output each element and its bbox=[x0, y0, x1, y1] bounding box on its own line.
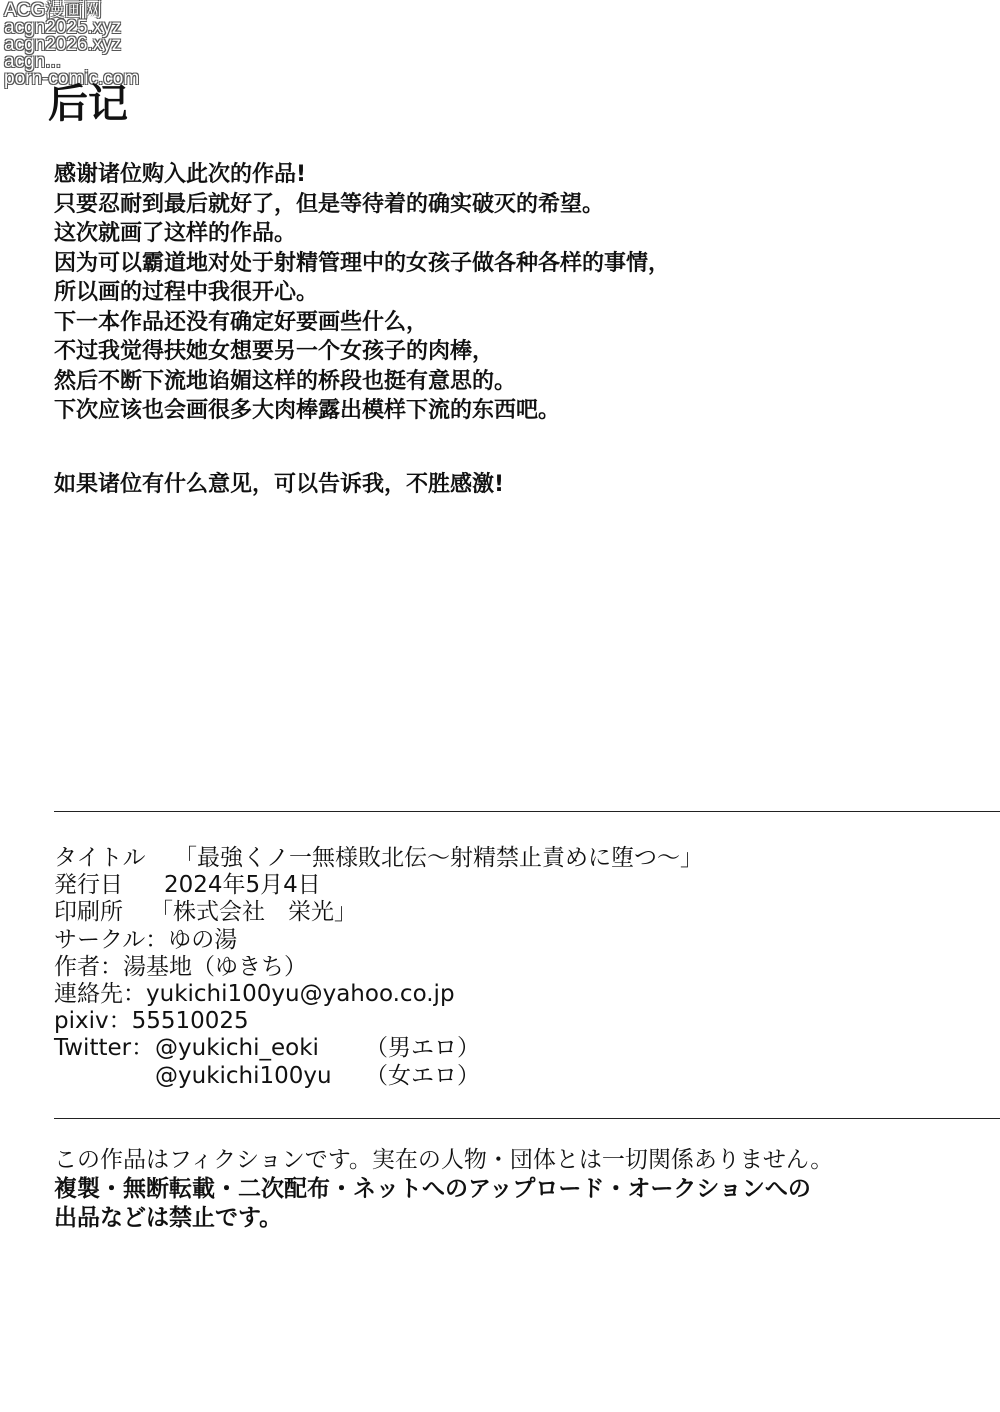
divider-top bbox=[54, 811, 1000, 812]
colophon-date-row bbox=[54, 872, 703, 899]
colophon-title-value: 「最強くノ一無様敗北伝～射精禁止責めに堕つ～」 bbox=[174, 845, 703, 871]
afterword-title: 后记 bbox=[48, 81, 128, 127]
colophon-twitter-label: Twitter： bbox=[54, 1035, 155, 1062]
colophon-printer-label: 印刷所 bbox=[54, 899, 123, 926]
site-watermark bbox=[4, 2, 139, 87]
afterword-line: 这次就画了这样的作品。 bbox=[54, 221, 297, 246]
notice-line: 複製・無断転載・二次配布・ネットへのアップロード・オークションへの bbox=[54, 1176, 811, 1202]
colophon-twitter-row-2 bbox=[54, 1063, 703, 1090]
afterword-body bbox=[54, 160, 670, 426]
afterword-line: 所以画的过程中我很开心。 bbox=[54, 280, 319, 305]
divider-bottom bbox=[54, 1118, 1000, 1119]
colophon-printer-row bbox=[54, 899, 703, 926]
watermark-line: porn-comic.com bbox=[4, 68, 140, 89]
watermark-line: acgn2026.xyz bbox=[4, 34, 122, 55]
colophon-date-value: 2024年5月4日 bbox=[164, 872, 321, 899]
colophon-date-label: 発行日 bbox=[54, 872, 123, 899]
afterword-line: 下次应该也会画很多大肉棒露出模样下流的东西吧。 bbox=[54, 398, 561, 423]
afterword-line: 下一本作品还没有确定好要画些什么， bbox=[54, 309, 429, 335]
afterword-closing: 如果诸位有什么意见，可以告诉我，不胜感激! bbox=[54, 472, 505, 497]
watermark-line: acgn... bbox=[4, 51, 62, 72]
colophon-twitter-row-1 bbox=[54, 1035, 703, 1062]
watermark-line: acgn2025.xyz bbox=[4, 17, 122, 38]
afterword-line: 感谢诸位购入此次的作品! bbox=[54, 162, 307, 187]
colophon bbox=[54, 845, 703, 1090]
colophon-printer-value: 「株式会社 栄光」 bbox=[150, 899, 357, 926]
afterword-line: 然后不断下流地谄媚这样的桥段也挺有意思的。 bbox=[54, 368, 517, 394]
twitter-note-1: （男エロ） bbox=[365, 1035, 480, 1062]
afterword-line: 不过我觉得扶她女想要另一个女孩子的肉棒， bbox=[54, 339, 495, 364]
watermark-line: ACG漫画网 bbox=[4, 0, 103, 21]
notice-line: この作品はフィクションです。実在の人物・団体とは一切関係ありません。 bbox=[54, 1147, 834, 1173]
afterword-line: 因为可以霸道地对处于射精管理中的女孩子做各种各样的事情， bbox=[54, 250, 671, 276]
legal-notice bbox=[54, 1146, 833, 1233]
twitter-handle-2: @yukichi100yu bbox=[155, 1062, 332, 1089]
colophon-title-label: タイトル bbox=[54, 845, 146, 871]
colophon-pixiv: pixiv：55510025 bbox=[54, 1008, 249, 1035]
colophon-circle: サークル：ゆの湯 bbox=[54, 926, 238, 953]
twitter-handle-1: @yukichi_eoki bbox=[155, 1035, 319, 1062]
notice-line: 出品などは禁止です。 bbox=[54, 1205, 283, 1231]
colophon-author: 作者：湯基地（ゆきち） bbox=[54, 953, 307, 980]
afterword-line: 只要忍耐到最后就好了，但是等待着的确实破灭的希望。 bbox=[54, 191, 605, 217]
colophon-title-row bbox=[54, 845, 703, 872]
colophon-contact: 連絡先：yukichi100yu@yahoo.co.jp bbox=[54, 981, 455, 1008]
twitter-note-2: （女エロ） bbox=[365, 1062, 480, 1089]
